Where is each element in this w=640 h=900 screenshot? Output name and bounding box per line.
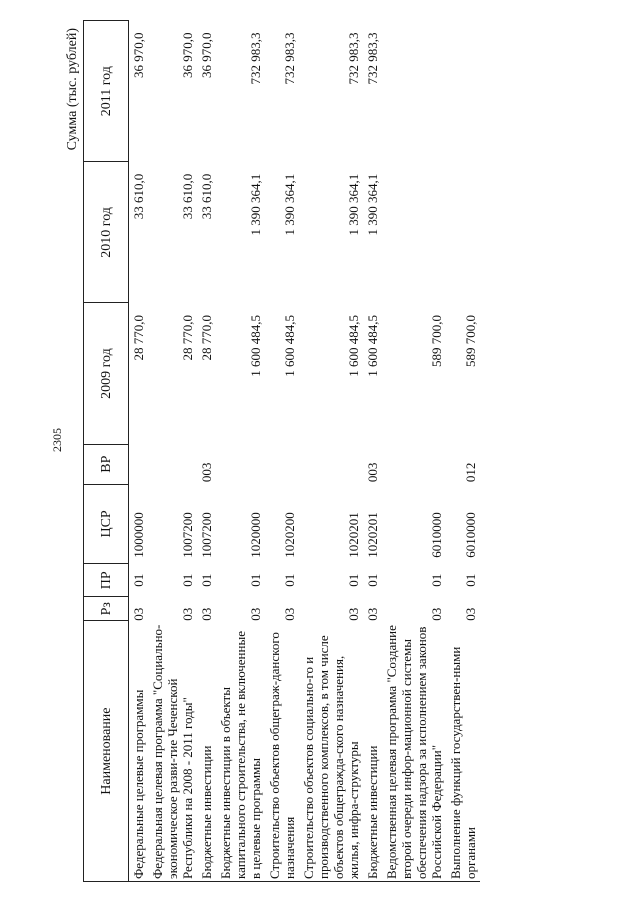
budget-table — [83, 20, 480, 882]
row-name: Строительство объектов общеграж-данского назначения — [265, 621, 299, 882]
row-2011 — [446, 21, 480, 162]
table-row — [216, 21, 265, 882]
row-rz: 03 — [180, 607, 195, 621]
table-row — [197, 21, 216, 882]
row-2011: 36 970,0 — [199, 32, 214, 78]
row-2009: 1 600 484,5 — [346, 314, 361, 377]
row-2009: 1 600 484,5 — [248, 314, 263, 377]
row-2010: 33 610,0 — [131, 173, 146, 220]
row-rz: 03 — [365, 607, 380, 621]
row-name: Выполнение функций государствен-ными органами — [446, 621, 480, 882]
row-2011: 732 983,3 — [365, 32, 380, 85]
row-vr — [265, 444, 299, 484]
row-pr: 01 — [282, 573, 297, 587]
table-row — [265, 21, 299, 882]
row-2011: 732 983,3 — [346, 32, 361, 85]
row-2010: 1 390 364,1 — [346, 173, 361, 236]
table-row — [382, 21, 446, 882]
row-csr: 1020201 — [365, 512, 380, 558]
row-2011: 732 983,3 — [248, 32, 263, 85]
col-pr: ПР — [84, 564, 129, 597]
row-name: Бюджетные инвестиции — [363, 621, 382, 882]
row-vr: 012 — [463, 462, 478, 483]
row-2009: 28 770,0 — [199, 314, 214, 361]
table-row — [446, 21, 480, 882]
row-vr: 003 — [365, 462, 380, 483]
row-vr — [216, 444, 265, 484]
row-2010: 1 390 364,1 — [365, 173, 380, 236]
row-vr — [299, 444, 363, 484]
table-row — [299, 21, 363, 882]
row-2009: 1 600 484,5 — [365, 314, 380, 377]
row-name: Ведомственная целевая программа "Создание второй очереди инфор-мационной системы обеспечения надзора за исполнением законов Российской Федерации" — [382, 621, 446, 882]
table-row — [363, 21, 382, 882]
row-csr: 1020200 — [282, 512, 297, 558]
table-row — [148, 21, 197, 882]
row-2011 — [382, 21, 446, 162]
row-rz: 03 — [429, 607, 444, 621]
row-2011: 732 983,3 — [282, 32, 297, 85]
row-name: Строительство объектов социально-го и производственного комплексов, в том числе объектов общегражда-ского назначения, жилья, инфра-структуры — [299, 621, 363, 882]
row-rz: 03 — [282, 607, 297, 621]
table-body — [129, 21, 481, 882]
row-csr: 1007200 — [180, 512, 195, 558]
col-csr: ЦСР — [84, 484, 129, 564]
row-rz: 03 — [131, 607, 146, 621]
table-row — [129, 21, 149, 882]
row-2009: 28 770,0 — [131, 314, 146, 361]
col-name: Наименование — [84, 621, 129, 882]
row-2010: 1 390 364,1 — [282, 173, 297, 236]
row-2009: 28 770,0 — [180, 314, 195, 361]
units-label: Сумма (тыс. рублей) — [65, 28, 80, 151]
row-pr: 01 — [180, 573, 195, 587]
col-2009: 2009 год — [84, 303, 129, 444]
row-2009: 589 700,0 — [463, 314, 478, 367]
row-pr: 01 — [463, 573, 478, 587]
row-pr: 01 — [199, 573, 214, 587]
row-csr: 6010000 — [463, 512, 478, 558]
col-vr: ВР — [84, 444, 129, 484]
row-pr: 01 — [346, 573, 361, 587]
row-2010: 1 390 364,1 — [248, 173, 263, 236]
row-2011: 36 970,0 — [131, 32, 146, 78]
col-rz: Рз — [84, 597, 129, 621]
row-rz: 03 — [199, 607, 214, 621]
page-number: 2305 — [50, 428, 64, 452]
row-csr: 1020000 — [248, 512, 263, 558]
row-2010 — [382, 162, 446, 303]
row-csr: 1020201 — [346, 512, 361, 558]
row-rz: 03 — [463, 607, 478, 621]
row-2011: 36 970,0 — [180, 32, 195, 78]
row-vr — [148, 444, 197, 484]
row-csr: 1007200 — [199, 512, 214, 558]
col-2011: 2011 год — [84, 21, 129, 162]
row-vr — [382, 444, 446, 484]
table-header-row — [84, 21, 129, 882]
row-vr — [129, 444, 149, 484]
row-csr: 6010000 — [429, 512, 444, 558]
row-name: Бюджетные инвестиции — [197, 621, 216, 882]
row-rz: 03 — [346, 607, 361, 621]
row-pr: 01 — [131, 573, 146, 587]
col-2010: 2010 год — [84, 162, 129, 303]
row-2010 — [446, 162, 480, 303]
row-vr: 003 — [199, 462, 214, 483]
row-name: Бюджетные инвестиции в объекты капитального строительства, не включенные в целевые программы — [216, 621, 265, 882]
row-rz: 03 — [248, 607, 263, 621]
row-csr: 1000000 — [131, 512, 146, 558]
row-name: Федеральные целевые программы — [129, 621, 149, 882]
row-pr: 01 — [248, 573, 263, 587]
row-pr: 01 — [429, 573, 444, 587]
row-pr: 01 — [365, 573, 380, 587]
row-2009: 589 700,0 — [429, 314, 444, 367]
row-2010: 33 610,0 — [199, 173, 214, 220]
row-2010: 33 610,0 — [180, 173, 195, 220]
row-name: Федеральная целевая программа "Социально-экономическое разви-тие Чеченской Республики на 2008 - 2011 годы" — [148, 621, 197, 882]
row-2009: 1 600 484,5 — [282, 314, 297, 377]
